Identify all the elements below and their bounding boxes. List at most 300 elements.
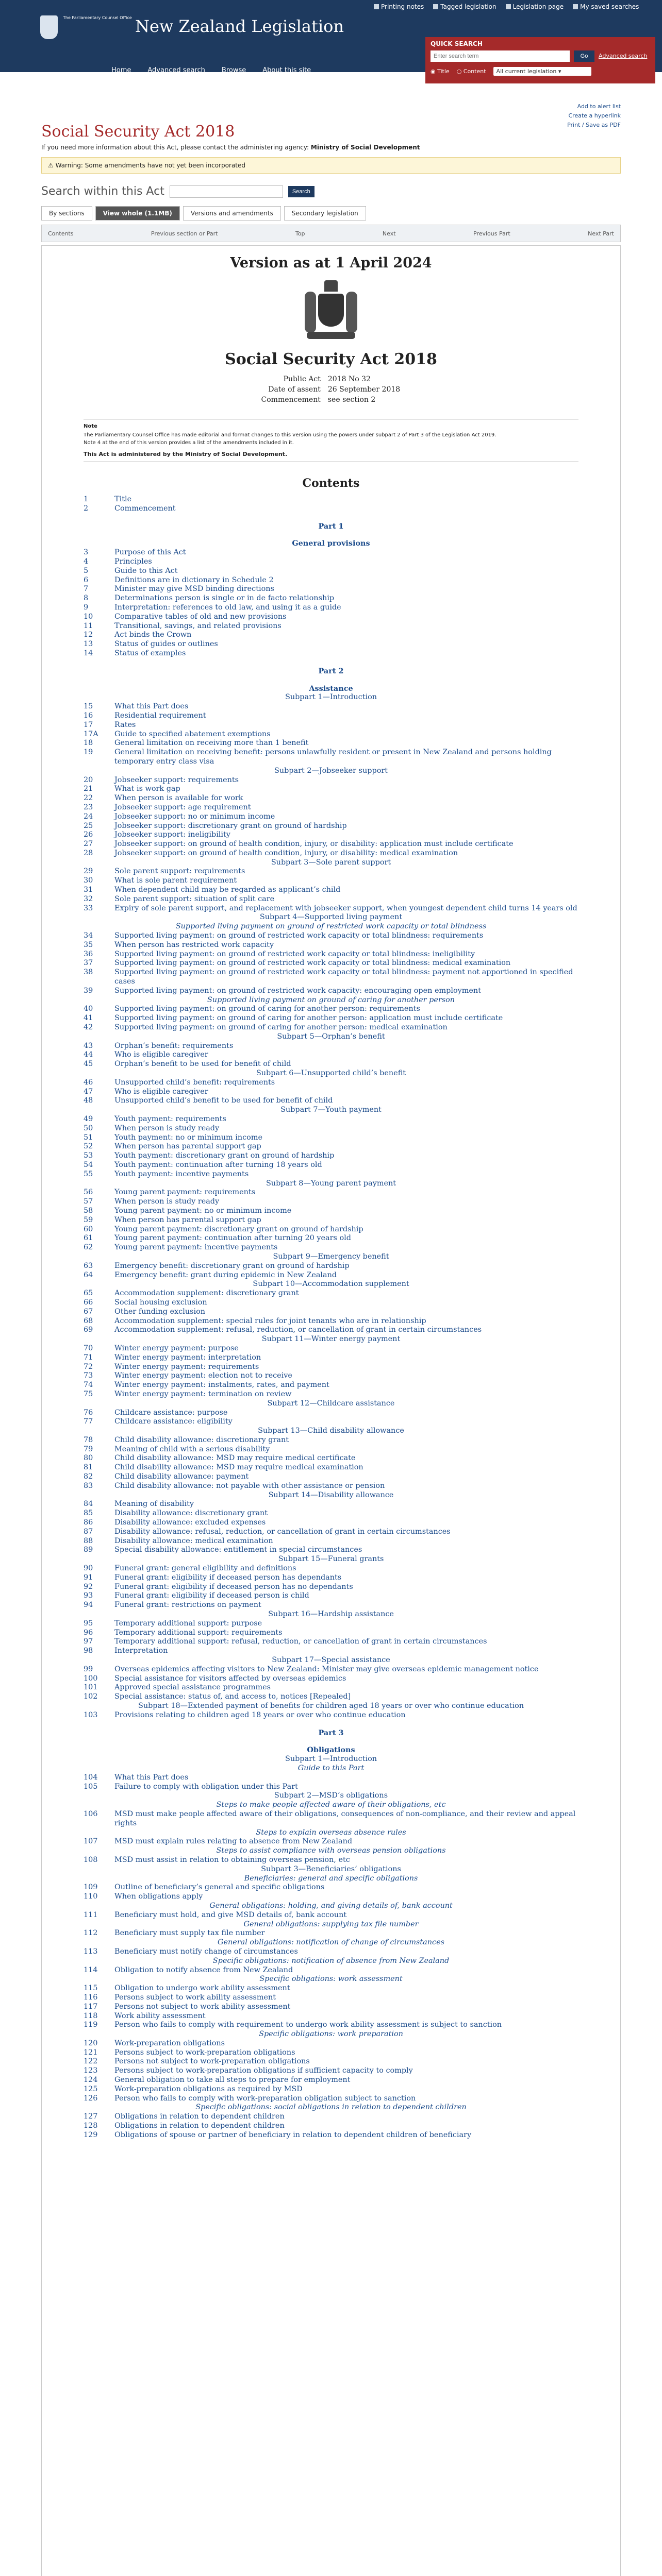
nav-about[interactable]: About this site	[262, 66, 311, 74]
toc-item-title: Child disability allowance: discretionary grant	[114, 1435, 289, 1444]
act-metadata: Public Act 2018 No 32 Date of assent 26 September 2018 Commencement see section 2	[261, 375, 401, 404]
toc-item[interactable]	[84, 576, 578, 585]
toc-item-title: Youth payment: no or minimum income	[114, 1133, 262, 1142]
toc-item[interactable]	[84, 1583, 578, 1592]
toc-subpart-heading[interactable]: Subpart 2—MSD’s obligations	[274, 1791, 388, 1800]
toc-item[interactable]	[84, 702, 578, 711]
toc-item-title: Supported living payment: on ground of restricted work capacity: encouraging open employment	[114, 986, 481, 995]
toc-item[interactable]	[84, 1783, 578, 1792]
toc-item[interactable]	[84, 1317, 578, 1326]
toc-subpart-heading[interactable]: Guide to this Part	[297, 1764, 365, 1772]
toc-subpart-heading[interactable]: Subpart 11—Winter energy payment	[261, 1335, 401, 1344]
toc-item[interactable]	[84, 557, 578, 567]
tab-by-sections[interactable]: By sections	[41, 206, 92, 221]
toc-item-number: 89	[84, 1546, 93, 1554]
toc-item[interactable]	[84, 776, 578, 785]
toc-item[interactable]	[84, 622, 578, 631]
print-icon	[374, 4, 379, 9]
toc-item[interactable]	[84, 959, 578, 968]
toc-item-number: 34	[84, 931, 93, 940]
toc-item[interactable]	[84, 1619, 578, 1629]
toc-item-title: Approved special assistance programmes	[114, 1683, 271, 1692]
toc-item-title: Unsupported child’s benefit to be used for benefit of child	[114, 1096, 333, 1105]
toc-item-title: Accommodation supplement: special rules for joint tenants who are in relationship	[114, 1316, 426, 1325]
toc-item[interactable]	[84, 1993, 578, 2003]
toc-item-number: 17A	[84, 730, 98, 738]
toc-item-title: When person has parental support gap	[114, 1215, 261, 1224]
search-within-label: Search within this Act	[41, 185, 164, 198]
toc-item[interactable]	[84, 2076, 578, 2085]
toc-item-number: 90	[84, 1564, 93, 1573]
toc-item[interactable]	[84, 803, 578, 812]
toc-item-title: Funeral grant: eligibility if deceased person is child	[114, 1591, 309, 1600]
toc-item[interactable]	[84, 631, 578, 640]
toc-item[interactable]	[84, 495, 578, 504]
toc-item[interactable]	[84, 1509, 578, 1518]
toc-item[interactable]	[84, 1096, 578, 1106]
toc-item[interactable]	[84, 1344, 578, 1353]
toc-item[interactable]	[84, 1966, 578, 1975]
toc-item[interactable]	[84, 1023, 578, 1032]
previous-section-button[interactable]: Previous section or Part	[151, 230, 218, 237]
toc-subpart-heading[interactable]: Supported living payment on ground of caring for another person	[207, 995, 455, 1004]
toc-item[interactable]	[84, 1637, 578, 1647]
toc-item[interactable]	[84, 1417, 578, 1427]
toc-item[interactable]	[84, 1528, 578, 1537]
toc-item[interactable]	[84, 794, 578, 803]
toc-item-number: 5	[84, 566, 89, 575]
toc-item-number: 93	[84, 1591, 93, 1600]
toc-subpart-heading[interactable]: Subpart 14—Disability allowance	[268, 1490, 394, 1499]
advanced-search-link[interactable]: Advanced search	[599, 53, 648, 59]
tab-secondary-legislation[interactable]: Secondary legislation	[284, 206, 366, 221]
toc-item-number: 24	[84, 812, 93, 821]
top-button[interactable]: Top	[295, 230, 305, 237]
toc-part-heading[interactable]: Part 2	[318, 666, 344, 675]
toc-item-number: 62	[84, 1243, 93, 1252]
toc-item[interactable]	[84, 1601, 578, 1610]
toc-item[interactable]	[84, 2122, 578, 2131]
toc-item-title: Person who fails to comply with requirement to undergo work ability assessment is subject to sanction	[114, 2021, 502, 2029]
toc-item-number: 66	[84, 1298, 93, 1307]
toc-item-title: When person is study ready	[114, 1124, 220, 1132]
toc-item-title: Who is eligible caregiver	[114, 1087, 208, 1096]
toc-item[interactable]	[84, 1151, 578, 1161]
search-within-button[interactable]: Search	[288, 186, 315, 197]
toc-item[interactable]	[84, 1014, 578, 1023]
toc-item[interactable]	[84, 1381, 578, 1390]
toc-item[interactable]	[84, 1674, 578, 1684]
toc-item-title: Accommodation supplement: discretionary grant	[114, 1289, 299, 1298]
toc-part-heading[interactable]: Part 1	[318, 521, 344, 531]
toc-subpart-heading[interactable]: Subpart 5—Orphan’s benefit	[277, 1032, 385, 1041]
toc-item[interactable]	[84, 1463, 578, 1472]
toc-item-number: 78	[84, 1435, 93, 1444]
toc-item[interactable]	[84, 1078, 578, 1088]
toc-item-title: Youth payment: continuation after turning 18 years old	[114, 1160, 322, 1169]
create-hyperlink-link[interactable]: Create a hyperlink	[568, 112, 621, 119]
toc-item[interactable]	[84, 886, 578, 895]
toc-item-number: 70	[84, 1344, 93, 1352]
toc-item[interactable]	[84, 739, 578, 748]
toc-item[interactable]	[84, 1436, 578, 1445]
toc-item-title: Funeral grant: restrictions on payment	[114, 1601, 261, 1609]
toc-item[interactable]	[84, 567, 578, 576]
toc-item-title: Disability allowance: refusal, reduction, or cancellation of grant in certain circumstances	[114, 1527, 451, 1536]
toc-item-number: 75	[84, 1389, 93, 1398]
next-button[interactable]: Next	[382, 230, 396, 237]
toc-item[interactable]	[84, 1326, 578, 1335]
nav-advanced-search[interactable]: Advanced search	[147, 66, 205, 74]
toc-item-number: 102	[84, 1692, 98, 1701]
nav-home[interactable]: Home	[111, 66, 131, 74]
toc-item-number: 101	[84, 1683, 98, 1692]
toc-part-heading[interactable]: General provisions	[292, 539, 370, 548]
toc-subpart-heading[interactable]: Specific obligations: social obligations in relation to dependent children	[195, 2103, 467, 2112]
previous-part-button[interactable]: Previous Part	[473, 230, 510, 237]
toc-item[interactable]	[84, 1409, 578, 1418]
toc-subpart-heading[interactable]: Subpart 1—Introduction	[285, 1755, 377, 1764]
toc-item-title: Jobseeker support: ineligibility	[114, 831, 230, 839]
search-within-input[interactable]	[170, 185, 283, 198]
toc-item[interactable]	[84, 1984, 578, 1993]
toc-item[interactable]	[84, 2039, 578, 2048]
toc-item[interactable]	[84, 1133, 578, 1143]
site-title[interactable]: New Zealand Legislation	[135, 16, 344, 36]
toc-item[interactable]	[84, 548, 578, 557]
tab-versions[interactable]: Versions and amendments	[183, 206, 281, 221]
toc-item-title: Commencement	[114, 504, 176, 513]
toc-subpart-heading[interactable]: Subpart 6—Unsupported child’s benefit	[256, 1069, 406, 1078]
toc-item-title: Supported living payment: on ground of restricted work capacity or total blindness: payment not apportioned in specified cases	[114, 968, 573, 986]
toc-item-title: Funeral grant: general eligibility and definitions	[114, 1564, 296, 1573]
toc-item-number: 6	[84, 575, 89, 584]
toc-item[interactable]	[84, 2112, 578, 2122]
toc-item-number: 1	[84, 495, 89, 503]
toc-item[interactable]	[84, 1573, 578, 1583]
toc-subpart-heading[interactable]: Specific obligations: work preparation	[259, 2030, 403, 2039]
toc-item-title: Special assistance for visitors affected by overseas epidemics	[114, 1674, 346, 1683]
toc-item[interactable]	[84, 594, 578, 603]
toc-item[interactable]	[84, 1262, 578, 1271]
toc-item[interactable]	[84, 785, 578, 794]
toc-item[interactable]	[84, 1353, 578, 1363]
toc-item-number: 117	[84, 2002, 98, 2011]
toc-item-title: Obligation to undergo work ability assessment	[114, 1984, 290, 1993]
toc-item[interactable]	[84, 1390, 578, 1399]
toc-item-number: 116	[84, 1993, 98, 2002]
toc-item[interactable]	[84, 2066, 578, 2076]
toc-item[interactable]	[84, 1454, 578, 1463]
toc-item-number: 46	[84, 1078, 93, 1087]
toc-item-number: 14	[84, 649, 93, 657]
toc-item-number: 84	[84, 1500, 93, 1509]
toc-item-title: Disability allowance: excluded expenses	[114, 1518, 266, 1527]
toc-item-number: 28	[84, 849, 93, 857]
toc-item[interactable]	[84, 1170, 578, 1179]
toc-subpart-heading[interactable]: Steps to assist compliance with overseas pension obligations	[216, 1846, 446, 1855]
toc-subpart-heading[interactable]: Subpart 17—Special assistance	[272, 1656, 390, 1665]
toc-item[interactable]	[84, 1692, 578, 1702]
toc-item[interactable]	[84, 1911, 578, 1920]
toc-item[interactable]	[84, 822, 578, 831]
toc-item[interactable]	[84, 649, 578, 658]
toc-item[interactable]	[84, 1647, 578, 1656]
toc-item[interactable]	[84, 1243, 578, 1252]
toc-item[interactable]	[84, 1363, 578, 1372]
toc-subpart-heading[interactable]: Subpart 3—Sole parent support	[271, 858, 391, 867]
toc-item[interactable]	[84, 711, 578, 721]
toc-item-number: 104	[84, 1773, 98, 1782]
agency-link[interactable]: Ministry of Social Development	[310, 144, 420, 151]
toc-item[interactable]	[84, 1115, 578, 1124]
admin-agency-info: If you need more information about this Act, please contact the administering agency: Ministry of Social Development	[41, 144, 420, 151]
toc-subpart-heading[interactable]: Subpart 9—Emergency benefit	[273, 1252, 389, 1261]
toc-item[interactable]	[84, 640, 578, 649]
toc-item[interactable]	[84, 1629, 578, 1638]
toc-item[interactable]	[84, 585, 578, 594]
toc-subpart-heading[interactable]: Subpart 10—Accommodation supplement	[253, 1280, 409, 1289]
document-viewer[interactable]	[41, 245, 621, 2576]
toc-item[interactable]	[84, 1298, 578, 1308]
toc-subpart-heading[interactable]: Subpart 3—Beneficiaries’ obligations	[261, 1865, 401, 1873]
toc-item[interactable]	[84, 2131, 578, 2140]
toc-item[interactable]	[84, 1271, 578, 1280]
toc-part-heading[interactable]: Obligations	[307, 1745, 355, 1755]
toc-item[interactable]	[84, 1683, 578, 1692]
toc-item-title: Other funding exclusion	[114, 1307, 206, 1316]
toc-subpart-heading[interactable]: Steps to explain overseas absence rules	[256, 1828, 406, 1837]
toc-item[interactable]	[84, 613, 578, 622]
toc-item-number: 37	[84, 959, 93, 968]
toc-item-number: 51	[84, 1133, 93, 1142]
tagged-legislation-link[interactable]: Tagged legislation	[433, 3, 496, 10]
toc-item[interactable]	[84, 1225, 578, 1234]
toc-subpart-heading[interactable]: General obligations: holding, and giving details of, bank account	[209, 1901, 453, 1910]
toc-item[interactable]	[84, 2021, 578, 2030]
toc-item-number: 30	[84, 876, 93, 885]
toc-subpart-heading[interactable]: Subpart 8—Young parent payment	[266, 1179, 396, 1188]
next-part-button[interactable]: Next Part	[588, 230, 614, 237]
toc-item[interactable]	[84, 1060, 578, 1069]
toc-item[interactable]	[84, 2048, 578, 2058]
toc-item-title: Special assistance: status of, and access to, notices [Repealed]	[114, 1692, 351, 1701]
content-radio[interactable]: ○ Content	[456, 68, 486, 75]
toc-item[interactable]	[84, 812, 578, 822]
toc-item[interactable]	[84, 941, 578, 950]
toc-subpart-heading[interactable]: Subpart 7—Youth payment	[280, 1106, 382, 1114]
toc-item-number: 38	[84, 968, 93, 977]
toc-part-heading[interactable]: Part 3	[318, 1728, 344, 1737]
toc-subpart-heading[interactable]: Specific obligations: work assessment	[259, 1975, 403, 1984]
toc-item[interactable]	[84, 1289, 578, 1298]
toc-subpart-heading[interactable]: Beneficiaries: general and specific obligations	[244, 1874, 418, 1883]
toc-item-number: 10	[84, 612, 93, 621]
toc-item-title: Temporary additional support: purpose	[114, 1619, 262, 1628]
toc-item[interactable]	[84, 1883, 578, 1892]
toc-item[interactable]	[84, 849, 578, 858]
toc-item[interactable]	[84, 1042, 578, 1051]
toc-item-title: Definitions are in dictionary in Schedule 2	[114, 575, 274, 584]
toc-subpart-heading[interactable]: Subpart 18—Extended payment of benefits for children aged 18 years or over who continue education	[138, 1702, 524, 1710]
toc-item[interactable]	[84, 1546, 578, 1555]
add-alert-link[interactable]: Add to alert list	[577, 103, 621, 110]
toc-item[interactable]	[84, 987, 578, 996]
toc-item-number: 55	[84, 1170, 93, 1178]
printing-notes-link[interactable]: Printing notes	[374, 3, 424, 10]
toc-item[interactable]	[84, 1161, 578, 1170]
toc-item-title: Sole parent support: situation of split care	[114, 894, 275, 903]
toc-item-title: Supported living payment: on ground of restricted work capacity or total blindness: medical examination	[114, 959, 511, 968]
title-radio[interactable]: ◉ Title	[431, 68, 450, 75]
toc-item[interactable]	[84, 2057, 578, 2066]
toc-item-title: Child disability allowance: MSD may require medical examination	[114, 1463, 363, 1472]
toc-item-number: 94	[84, 1601, 93, 1609]
toc-item-number: 103	[84, 1710, 98, 1719]
quick-search-input[interactable]	[431, 50, 570, 62]
toc-item-title: Youth payment: incentive payments	[114, 1170, 249, 1178]
toc-item-title: Comparative tables of old and new provisions	[114, 612, 287, 621]
toc-item-number: 72	[84, 1362, 93, 1371]
toc-item[interactable]	[84, 1445, 578, 1454]
toc-subpart-heading[interactable]: Steps to make people affected aware of their obligations, etc	[216, 1801, 446, 1809]
toc-item-title: Orphan’s benefit: requirements	[114, 1041, 234, 1050]
toc-item-title: Meaning of child with a serious disability	[114, 1445, 270, 1453]
toc-item-number: 128	[84, 2122, 98, 2130]
toc-item-title: Act binds the Crown	[114, 631, 192, 639]
toc-item[interactable]	[84, 876, 578, 886]
legislation-page-link[interactable]: Legislation page	[506, 3, 564, 10]
toc-item[interactable]	[84, 1088, 578, 1097]
toc-item[interactable]	[84, 1472, 578, 1482]
toc-item[interactable]	[84, 1197, 578, 1207]
toc-item[interactable]	[84, 504, 578, 514]
toc-subpart-heading[interactable]: Subpart 13—Child disability allowance	[258, 1427, 404, 1435]
toc-item[interactable]	[84, 1005, 578, 1014]
toc-item-number: 18	[84, 739, 93, 748]
toc-subpart-heading[interactable]: Subpart 1—Introduction	[285, 693, 377, 702]
legislation-type-select[interactable]: All current legislation ▾	[493, 67, 591, 76]
toc-item-title: Winter energy payment: purpose	[114, 1344, 239, 1352]
toc-item[interactable]	[84, 1711, 578, 1720]
toc-item-title: Child disability allowance: not payable with other assistance or pension	[114, 1481, 385, 1490]
toc-item[interactable]	[84, 1537, 578, 1546]
toc-subpart-heading[interactable]: Subpart 15—Funeral grants	[278, 1555, 384, 1564]
toc-item[interactable]	[84, 721, 578, 730]
toc-item[interactable]	[84, 931, 578, 941]
toc-item-number: 125	[84, 2084, 98, 2093]
toc-item[interactable]	[84, 1371, 578, 1381]
toc-item[interactable]	[84, 1308, 578, 1317]
toc-item[interactable]	[84, 1518, 578, 1528]
toc-item-number: 112	[84, 1929, 98, 1938]
tab-view-whole[interactable]: View whole (1.1MB)	[95, 206, 180, 221]
toc-item[interactable]	[84, 1564, 578, 1573]
toc-subpart-heading[interactable]: Subpart 16—Hardship assistance	[268, 1610, 394, 1619]
toc-item[interactable]	[84, 1050, 578, 1060]
quick-search-go-button[interactable]: Go	[574, 50, 594, 62]
toc-item[interactable]	[84, 1856, 578, 1865]
toc-item[interactable]	[84, 1591, 578, 1601]
toc-item[interactable]	[84, 1892, 578, 1902]
toc-item-number: 40	[84, 1005, 93, 1013]
toc-item-title: Young parent payment: continuation after turning 20 years old	[114, 1234, 351, 1243]
toc-item[interactable]	[84, 730, 578, 739]
toc-subpart-heading[interactable]: General obligations: supplying tax file number	[243, 1920, 419, 1928]
toc-item[interactable]	[84, 1142, 578, 1151]
main-content	[41, 102, 621, 2576]
toc-item[interactable]	[84, 831, 578, 840]
toc-subpart-heading[interactable]: Specific obligations: notification of absence from New Zealand	[212, 1956, 450, 1965]
toc-item-number: 77	[84, 1417, 93, 1426]
toc-item[interactable]	[84, 1188, 578, 1197]
toc-item-title: Temporary additional support: requirements	[114, 1628, 283, 1637]
toc-subpart-heading[interactable]: General obligations: notification of change of circumstances	[218, 1938, 444, 1947]
toc-item[interactable]	[84, 1773, 578, 1783]
toc-item[interactable]	[84, 1810, 578, 1828]
toc-item[interactable]	[84, 2094, 578, 2104]
saved-searches-link[interactable]: My saved searches	[573, 3, 639, 10]
toc-item[interactable]	[84, 904, 578, 913]
toc-subpart-heading[interactable]: Supported living payment on ground of restricted work capacity or total blindness	[175, 922, 487, 931]
toc-part-heading[interactable]: Assistance	[309, 684, 353, 693]
toc-item-number: 106	[84, 1809, 98, 1818]
toc-item-title: Persons not subject to work-preparation obligations	[114, 2057, 310, 2066]
toc-item[interactable]	[84, 1665, 578, 1674]
toc-item-number: 16	[84, 711, 93, 720]
toc-item[interactable]	[84, 867, 578, 876]
toc-item[interactable]	[84, 840, 578, 849]
toc-item[interactable]	[84, 1216, 578, 1225]
toc-item[interactable]	[84, 2003, 578, 2012]
toc-item-title: When obligations apply	[114, 1892, 203, 1901]
toc-item[interactable]	[84, 1947, 578, 1957]
toc-item[interactable]	[84, 895, 578, 904]
toc-item-title: Unsupported child’s benefit: requirements	[114, 1078, 275, 1087]
toc-item[interactable]	[84, 1837, 578, 1846]
contents-button[interactable]: Contents	[48, 230, 74, 237]
toc-item[interactable]	[84, 968, 578, 987]
toc-item-title: Jobseeker support: requirements	[114, 775, 239, 784]
toc-item[interactable]	[84, 1929, 578, 1938]
toc-item-title: Purpose of this Act	[114, 548, 186, 557]
toc-item-number: 86	[84, 1518, 93, 1527]
toc-item[interactable]	[84, 748, 578, 767]
toc-subpart-heading[interactable]: Subpart 2—Jobseeker support	[274, 766, 388, 775]
toc-item[interactable]	[84, 1207, 578, 1216]
toc-item-title: Childcare assistance: eligibility	[114, 1417, 233, 1426]
nav-browse[interactable]: Browse	[221, 66, 246, 74]
toc-item-number: 61	[84, 1234, 93, 1243]
toc-item-title: Winter energy payment: instalments, rates, and payment	[114, 1381, 329, 1389]
toc-item-number: 25	[84, 821, 93, 830]
toc-item[interactable]	[84, 2012, 578, 2021]
toc-item[interactable]	[84, 950, 578, 959]
toc-item[interactable]	[84, 1482, 578, 1491]
toc-item[interactable]	[84, 1234, 578, 1243]
toc-item[interactable]	[84, 603, 578, 613]
toc-item-title: Supported living payment: on ground of restricted work capacity or total blindness: requirements	[114, 931, 484, 940]
toc-item-number: 115	[84, 1984, 98, 1993]
toc-item-number: 32	[84, 894, 93, 903]
quick-search-panel	[425, 37, 655, 83]
toc-item[interactable]	[84, 1124, 578, 1133]
toc-subpart-heading[interactable]: Subpart 12—Childcare assistance	[267, 1399, 395, 1408]
toc-item[interactable]	[84, 1500, 578, 1509]
toc-item[interactable]	[84, 2085, 578, 2094]
print-pdf-link[interactable]: Print / Save as PDF	[567, 122, 621, 128]
toc-subpart-heading[interactable]: Subpart 4—Supported living payment	[259, 913, 403, 922]
